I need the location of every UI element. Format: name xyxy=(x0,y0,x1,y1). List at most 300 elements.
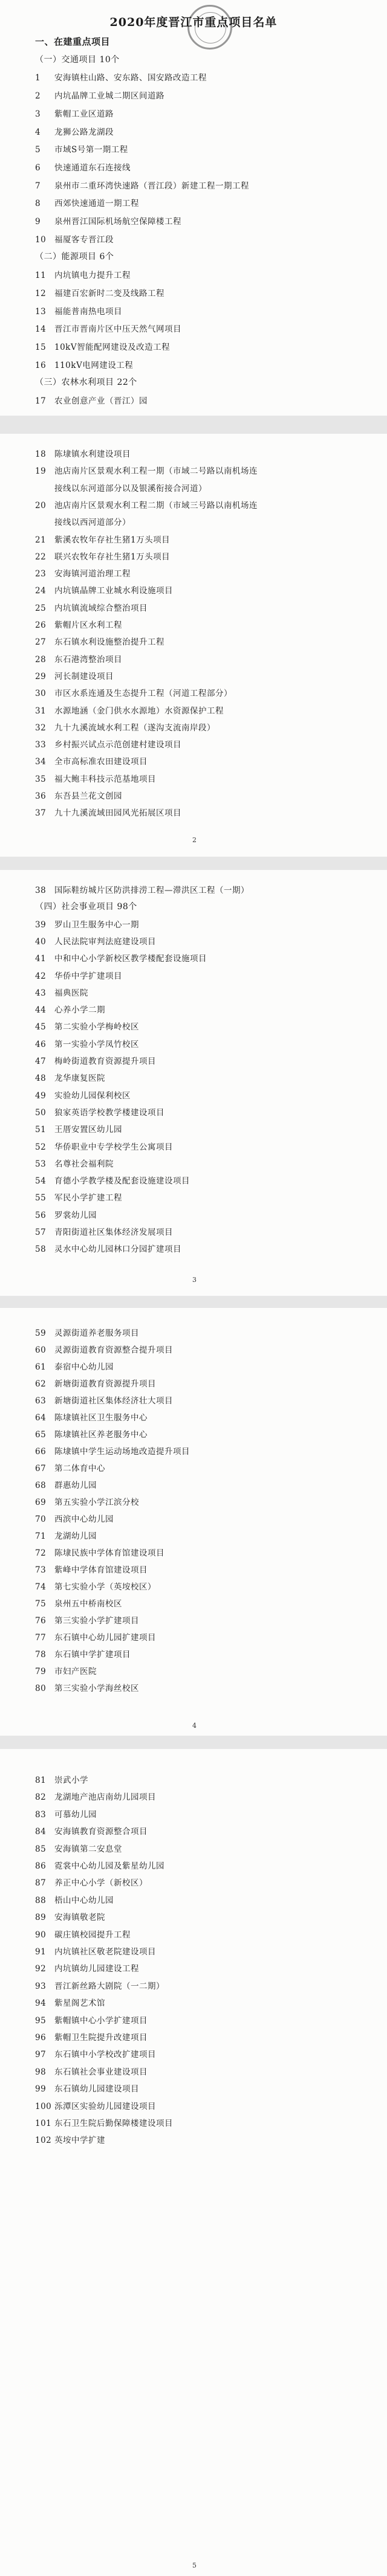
item-text: 第二实验小学梅岭校区 xyxy=(54,1022,139,1032)
item-number: 21 xyxy=(35,535,47,545)
list-item xyxy=(35,986,88,998)
item-text: 九十九溪流域水利工程（遂沟支流南岸段） xyxy=(54,723,215,733)
list-item xyxy=(35,1444,190,1457)
item-number: 60 xyxy=(35,1345,47,1355)
item-text: 紫帽工业区道路 xyxy=(54,109,114,119)
list-item xyxy=(35,1225,173,1237)
item-text: 陈埭镇中学生运动场地改造提升项目 xyxy=(54,1447,190,1457)
item-text: 东吾县兰花文创园 xyxy=(54,791,122,801)
item-number: 23 xyxy=(35,569,47,579)
item-text: 龙狮公路龙湖段 xyxy=(54,127,114,137)
item-text: 内坑镇流域综合整治项目 xyxy=(54,603,148,613)
item-text: 东石镇中学扩建项目 xyxy=(54,1650,131,1660)
item-number: 70 xyxy=(35,1515,47,1524)
list-item xyxy=(35,2047,156,2059)
item-text: 农业创意产业（晋江）园 xyxy=(54,396,148,406)
item-text: 福建百宏新时二变及线路工程 xyxy=(54,288,164,298)
item-continuation: 接线以东河道部分以及银溪衔接合河道） xyxy=(54,483,207,494)
item-text: 市区水系连通及生态提升工程（河道工程部分） xyxy=(54,689,232,699)
item-text: 福能普南热电项目 xyxy=(54,306,122,317)
item-text: 灵源街道教育资源整合提升项目 xyxy=(54,1345,173,1355)
category-heading: （四）社会事业项目 98个 xyxy=(35,902,137,912)
item-text: 第一实验小学凤竹校区 xyxy=(54,1039,139,1049)
category-heading: （三）农林水利项目 22个 xyxy=(35,378,137,388)
item-number: 55 xyxy=(35,1193,47,1203)
item-number: 8 xyxy=(35,199,41,209)
item-text: 群惠幼儿园 xyxy=(54,1481,97,1490)
item-number: 33 xyxy=(35,740,47,750)
item-number: 51 xyxy=(35,1125,47,1135)
item-number: 26 xyxy=(35,620,47,630)
list-item xyxy=(35,1411,148,1423)
page-gap xyxy=(0,857,387,870)
list-item xyxy=(35,233,114,245)
page-5 xyxy=(0,1749,387,2576)
item-number: 67 xyxy=(35,1464,47,1473)
item-text: 池店南片区景观水利工程一期（市域二号路以南机场连 xyxy=(54,466,258,477)
list-item xyxy=(35,969,122,981)
item-number: 15 xyxy=(35,342,47,352)
item-text: 霓裳中心幼儿园及紫星幼儿园 xyxy=(54,1861,164,1871)
item-number: 18 xyxy=(35,449,47,459)
list-item xyxy=(35,1647,131,1660)
item-number: 72 xyxy=(35,1548,47,1558)
item-number: 3 xyxy=(35,109,41,119)
list-item xyxy=(35,1664,97,1676)
list-item xyxy=(35,1037,139,1049)
list-item xyxy=(35,1546,164,1558)
item-text: 育德小学教学楼及配套设施建设项目 xyxy=(54,1176,190,1187)
list-item xyxy=(35,1461,105,1473)
item-number: 89 xyxy=(35,1913,47,1923)
item-number: 35 xyxy=(35,774,47,784)
list-item xyxy=(35,1157,114,1169)
item-number: 32 xyxy=(35,723,47,733)
item-text: 华侨职业中专学校学生公寓项目 xyxy=(54,1142,173,1152)
item-text: 水源地涵（金门供水水源地）水资源保护工程 xyxy=(54,706,224,716)
item-text: 紫帽卫生院提升改建项目 xyxy=(54,2033,148,2043)
item-text: 内坑镇晶牌工业城水利设施项目 xyxy=(54,586,173,596)
item-text: 东石镇幼儿园建设项目 xyxy=(54,2084,139,2095)
item-number: 97 xyxy=(35,2050,47,2060)
item-number: 29 xyxy=(35,671,47,681)
item-number: 91 xyxy=(35,1947,47,1957)
list-item xyxy=(35,89,164,101)
item-text: 新塘街道社区集体经济壮大项目 xyxy=(54,1396,173,1406)
list-item xyxy=(35,143,128,155)
list-item xyxy=(35,1512,114,1524)
list-item xyxy=(35,1020,139,1032)
item-text: 龙湖幼儿园 xyxy=(54,1531,97,1541)
list-item xyxy=(35,447,131,459)
list-item xyxy=(35,1824,148,1837)
item-text: 泺潭区实验幼儿园建设项目 xyxy=(54,2101,156,2111)
item-number: 58 xyxy=(35,1245,47,1255)
item-text: 陈埭镇社区养老服务中心 xyxy=(54,1430,148,1440)
item-number: 71 xyxy=(35,1531,47,1541)
item-continuation: 接线以西河道部分） xyxy=(54,518,131,528)
item-text: 东石镇中心幼儿园扩建项目 xyxy=(54,1633,156,1643)
list-item xyxy=(35,358,133,370)
item-text: 英垵中学扩建 xyxy=(54,2136,105,2146)
item-number: 81 xyxy=(35,1776,47,1785)
page-number: 4 xyxy=(192,1722,197,1730)
item-number: 101 xyxy=(35,2119,52,2128)
item-text: 池店南片区景观水利工程二期（市域三号路以南机场连 xyxy=(54,500,258,510)
list-item xyxy=(35,1174,190,1186)
list-item xyxy=(35,618,122,630)
item-number: 17 xyxy=(35,396,47,406)
item-number: 93 xyxy=(35,1981,47,1991)
item-text: 陈埭镇社区卫生服务中心 xyxy=(54,1413,148,1423)
item-text: 中和中心小学新校区教学楼配套设施项目 xyxy=(54,954,207,964)
list-item xyxy=(35,2133,105,2145)
item-text: 安海镇敬老院 xyxy=(54,1913,105,1923)
list-item xyxy=(35,883,249,895)
item-text: 碳庄镇校园提升工程 xyxy=(54,1930,131,1940)
item-text: 陈埭民族中学体育馆建设项目 xyxy=(54,1548,164,1558)
category-heading: （一）交通项目 10个 xyxy=(35,54,120,65)
item-text: 紫溪农牧年存社生猪1万头项目 xyxy=(54,535,171,545)
item-number: 98 xyxy=(35,2067,47,2077)
item-text: 内坑镇幼儿园建设工程 xyxy=(54,1964,139,1974)
list-item xyxy=(35,1928,131,1940)
item-number: 79 xyxy=(35,1667,47,1676)
list-item xyxy=(35,2099,156,2111)
item-number: 16 xyxy=(35,360,47,370)
item-number: 96 xyxy=(35,2033,47,2043)
list-item xyxy=(35,322,181,334)
item-number: 68 xyxy=(35,1481,47,1490)
item-number: 64 xyxy=(35,1413,47,1423)
item-number: 61 xyxy=(35,1362,47,1372)
list-item xyxy=(35,1242,181,1254)
list-item xyxy=(35,1681,139,1693)
list-item xyxy=(35,1326,139,1338)
item-text: 110kV电网建设工程 xyxy=(54,360,134,370)
item-number: 14 xyxy=(35,324,47,335)
item-number: 73 xyxy=(35,1565,47,1575)
item-number: 9 xyxy=(35,217,41,227)
item-text: 狼家英语学校教学楼建设项目 xyxy=(54,1107,164,1118)
item-text: 福大鲍丰科技示范基地项目 xyxy=(54,774,156,784)
item-text: 青阳街道社区集体经济发展项目 xyxy=(54,1228,173,1237)
item-text: 安海镇柱山路、安东路、国安路改造工程 xyxy=(54,73,207,83)
item-text: 梅岭街道教育资源提升项目 xyxy=(54,1057,156,1066)
list-item xyxy=(35,161,131,173)
category-heading: （二）能源项目 6个 xyxy=(35,252,114,262)
item-number: 85 xyxy=(35,1844,47,1854)
list-item xyxy=(35,1191,122,1203)
list-item xyxy=(35,1140,173,1152)
item-text: 罗裳幼儿园 xyxy=(54,1210,97,1220)
item-number: 12 xyxy=(35,288,47,298)
item-text: 东石镇水利设施整治提升工程 xyxy=(54,637,164,648)
list-item xyxy=(35,1876,148,1888)
list-item xyxy=(35,1003,105,1015)
list-item xyxy=(35,304,122,317)
item-text: 西郊快速通道一期工程 xyxy=(54,199,139,209)
item-number: 62 xyxy=(35,1379,47,1389)
item-text: 东石镇中小学校改扩建项目 xyxy=(54,2050,156,2060)
item-text: 泉州市二重环湾快速路（晋江段）新建工程一期工程 xyxy=(54,181,249,191)
item-number: 6 xyxy=(35,163,41,173)
item-number: 7 xyxy=(35,181,41,191)
item-number: 11 xyxy=(35,271,47,281)
item-text: 晋江新丝路大剧院（一二期） xyxy=(54,1981,164,1991)
list-item xyxy=(35,1478,97,1490)
item-text: 西滨中心幼儿园 xyxy=(54,1515,114,1524)
item-number: 75 xyxy=(35,1599,47,1609)
item-number: 47 xyxy=(35,1057,47,1066)
item-number: 54 xyxy=(35,1176,47,1187)
item-text: 第七实验小学（英垵校区） xyxy=(54,1582,156,1592)
item-text: 人民法院审判法庭建设项目 xyxy=(54,936,156,947)
item-text: 国际鞋纺城片区防洪排涝工程—滞洪区工程（一期） xyxy=(54,886,249,895)
item-number: 94 xyxy=(35,1998,47,2009)
item-number: 41 xyxy=(35,954,47,964)
list-item xyxy=(35,755,148,767)
item-number: 74 xyxy=(35,1582,47,1592)
item-number: 59 xyxy=(35,1328,47,1338)
item-number: 5 xyxy=(35,145,41,155)
item-text: 龙华康复医院 xyxy=(54,1074,105,1084)
item-text: 实验幼儿园保利校区 xyxy=(54,1090,131,1101)
list-item xyxy=(35,1495,139,1507)
list-item xyxy=(35,1122,122,1135)
list-item xyxy=(35,2065,148,2077)
list-item xyxy=(35,584,173,596)
item-text: 市妇产医院 xyxy=(54,1667,97,1676)
list-item xyxy=(35,464,258,476)
item-number: 45 xyxy=(35,1022,47,1032)
item-text: 陈埭镇水利建设项目 xyxy=(54,449,131,459)
item-number: 30 xyxy=(35,689,47,699)
list-item xyxy=(35,1089,131,1101)
item-number: 44 xyxy=(35,1005,47,1016)
item-text: 第三实验小学海丝校区 xyxy=(54,1684,139,1693)
item-number: 83 xyxy=(35,1809,47,1820)
item-number: 13 xyxy=(35,306,47,317)
list-item xyxy=(35,286,164,298)
list-item xyxy=(35,918,139,930)
item-number: 66 xyxy=(35,1447,47,1457)
list-item xyxy=(35,107,114,119)
item-text: 安海镇教育资源整合项目 xyxy=(54,1827,148,1837)
item-text: 内坑镇社区敬老院建设项目 xyxy=(54,1947,156,1957)
list-item xyxy=(35,1842,122,1854)
item-text: 第二体育中心 xyxy=(54,1464,105,1473)
list-item xyxy=(35,340,170,352)
item-number: 57 xyxy=(35,1228,47,1237)
list-item xyxy=(35,1208,97,1220)
item-text: 紫帽片区水利工程 xyxy=(54,620,122,630)
item-number: 69 xyxy=(35,1498,47,1507)
item-text: 东石镇社会事业建设项目 xyxy=(54,2067,148,2077)
item-text: 联兴农牧年存社生猪1万头项目 xyxy=(54,552,171,562)
list-item xyxy=(35,652,122,665)
list-item xyxy=(35,2116,173,2128)
item-number: 24 xyxy=(35,586,47,596)
item-number: 87 xyxy=(35,1878,47,1889)
list-item xyxy=(35,1529,97,1541)
list-item xyxy=(35,1563,148,1575)
item-number: 65 xyxy=(35,1430,47,1440)
list-item xyxy=(35,1979,164,1991)
item-number: 52 xyxy=(35,1142,47,1152)
list-item xyxy=(35,738,181,750)
item-number: 38 xyxy=(35,886,47,895)
item-number: 39 xyxy=(35,919,47,930)
item-number: 46 xyxy=(35,1039,47,1049)
item-text: 全市高标准农田建设项目 xyxy=(54,757,148,767)
list-item xyxy=(35,806,181,818)
item-text: 九十九溪流域田园风光拓展区项目 xyxy=(54,808,181,819)
item-number: 37 xyxy=(35,808,47,819)
item-text: 10kV智能配网建设及改造工程 xyxy=(54,342,171,352)
list-item xyxy=(35,721,215,733)
list-item xyxy=(35,1394,173,1406)
list-item xyxy=(35,1859,164,1871)
item-number: 40 xyxy=(35,936,47,947)
item-number: 49 xyxy=(35,1090,47,1101)
item-number: 77 xyxy=(35,1633,47,1643)
list-item xyxy=(35,2082,139,2094)
item-text: 福典医院 xyxy=(54,988,88,998)
item-text: 华侨中学扩建项目 xyxy=(54,971,122,981)
item-text: 养正中心小学（新校区） xyxy=(54,1878,148,1889)
item-number: 2 xyxy=(35,91,41,101)
item-text: 军民小学扩建工程 xyxy=(54,1193,122,1203)
page-gap xyxy=(0,416,387,434)
item-text: 内坑晶牌工业城二期区间道路 xyxy=(54,91,164,101)
list-item xyxy=(35,268,131,280)
list-item xyxy=(35,1580,156,1592)
list-item xyxy=(35,214,181,227)
list-item xyxy=(35,1631,156,1643)
item-text: 紫峰中学体育馆建设项目 xyxy=(54,1565,148,1575)
item-text: 福厦客专晋江段 xyxy=(54,234,114,245)
item-text: 泰宿中心幼儿园 xyxy=(54,1362,114,1372)
list-item xyxy=(35,533,170,545)
list-item xyxy=(35,935,156,947)
item-text: 泉州五中桥南校区 xyxy=(54,1599,122,1609)
item-text: 安海镇第二安息堂 xyxy=(54,1844,122,1854)
item-text: 东石港湾整治项目 xyxy=(54,654,122,665)
page-number: 5 xyxy=(192,2562,197,2569)
item-text: 崇武小学 xyxy=(54,1776,88,1785)
list-item xyxy=(35,601,148,613)
list-item xyxy=(35,1071,105,1083)
item-number: 28 xyxy=(35,654,47,665)
list-item xyxy=(35,1377,156,1389)
list-item xyxy=(35,1808,97,1820)
list-item xyxy=(35,2014,148,2026)
list-item xyxy=(35,567,131,579)
item-text: 安海镇河道治理工程 xyxy=(54,569,131,579)
item-number: 34 xyxy=(35,757,47,767)
list-item xyxy=(35,1996,105,2008)
page-number: 2 xyxy=(192,836,197,844)
list-item xyxy=(35,952,207,964)
list-item xyxy=(35,1597,122,1609)
list-item xyxy=(35,669,114,681)
item-number: 78 xyxy=(35,1650,47,1660)
list-item xyxy=(35,1910,105,1922)
page-gap xyxy=(0,1736,387,1749)
item-text: 龙湖地产池店南幼儿园项目 xyxy=(54,1792,156,1803)
item-text: 内坑镇电力提升工程 xyxy=(54,271,131,281)
document-title: 2020年度晋江市重点项目名单 xyxy=(109,16,278,29)
list-item xyxy=(35,1360,114,1372)
page-gap xyxy=(0,1296,387,1308)
list-item xyxy=(35,1054,156,1066)
page-number: 3 xyxy=(192,1276,197,1284)
list-item xyxy=(35,704,224,716)
item-text: 河长制建设项目 xyxy=(54,671,114,681)
list-item xyxy=(35,1962,139,1974)
item-number: 80 xyxy=(35,1684,47,1693)
list-item xyxy=(35,71,207,83)
list-item xyxy=(35,179,249,191)
list-item xyxy=(35,635,164,647)
item-number: 1 xyxy=(35,73,41,83)
item-text: 罗山卫生服务中心一期 xyxy=(54,919,139,930)
item-number: 82 xyxy=(35,1792,47,1803)
item-number: 25 xyxy=(35,603,47,613)
item-text: 可慕幼儿园 xyxy=(54,1809,97,1820)
list-item xyxy=(35,125,114,137)
item-number: 95 xyxy=(35,2015,47,2026)
item-text: 紫星阁艺术馆 xyxy=(54,1998,105,2009)
list-item xyxy=(35,1893,114,1905)
item-text: 乡村振兴试点示范创建村建设项目 xyxy=(54,740,181,750)
list-item xyxy=(35,394,148,406)
list-item xyxy=(35,196,139,208)
item-number: 10 xyxy=(35,234,47,245)
item-text: 灵水中心幼儿园林口分园扩建项目 xyxy=(54,1245,181,1255)
item-text: 市域S号第一期工程 xyxy=(54,145,128,155)
item-number: 31 xyxy=(35,706,47,716)
item-number: 19 xyxy=(35,466,47,477)
item-text: 快速通道东石连接线 xyxy=(54,163,131,173)
item-text: 紫帽镇中心小学扩建项目 xyxy=(54,2015,148,2026)
item-number: 92 xyxy=(35,1964,47,1974)
list-item xyxy=(35,498,258,510)
item-number: 48 xyxy=(35,1074,47,1084)
item-number: 53 xyxy=(35,1159,47,1169)
item-number: 76 xyxy=(35,1616,47,1626)
item-text: 梧山中心幼儿园 xyxy=(54,1895,114,1905)
item-text: 名尊社会福利院 xyxy=(54,1159,114,1169)
item-text: 心养小学二期 xyxy=(54,1005,105,1016)
item-text: 新塘街道教育资源提升项目 xyxy=(54,1379,156,1389)
item-text: 东石卫生院后勤保障楼建设项目 xyxy=(54,2119,173,2128)
item-text: 灵源街道养老服务项目 xyxy=(54,1328,139,1338)
list-item xyxy=(35,2030,148,2043)
item-number: 22 xyxy=(35,552,47,562)
list-item xyxy=(35,789,122,801)
list-item xyxy=(35,550,170,562)
item-number: 99 xyxy=(35,2084,47,2095)
item-text: 晋江市晋南片区中压天然气网项目 xyxy=(54,324,181,335)
item-number: 100 xyxy=(35,2101,52,2111)
section-heading: 一、在建重点项目 xyxy=(35,36,111,47)
item-text: 王厝安置区幼儿园 xyxy=(54,1125,122,1135)
list-item xyxy=(35,686,232,698)
item-text: 第五实验小学江滨分校 xyxy=(54,1498,139,1507)
item-number: 20 xyxy=(35,500,47,510)
